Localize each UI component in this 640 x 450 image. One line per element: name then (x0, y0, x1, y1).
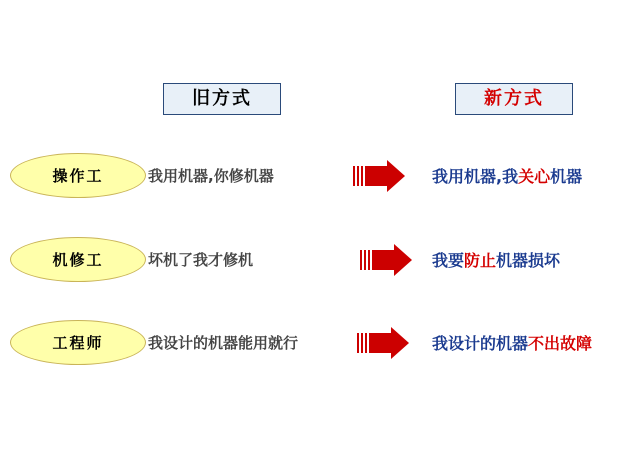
header-new-way: 新方式 (455, 83, 573, 115)
new-way-segment-emphasis: 防止 (464, 251, 497, 270)
header-old-way: 旧方式 (163, 83, 281, 115)
new-way-segment: 机器损坏 (496, 251, 561, 270)
new-way-segment-emphasis: 关心 (518, 167, 551, 186)
new-way-segment: 我用机器,我 (432, 167, 519, 186)
new-way-segment: 我要 (432, 251, 465, 270)
diagram-row (0, 232, 640, 292)
new-way-text (432, 320, 592, 365)
new-way-segment: 我设计的机器 (432, 334, 529, 353)
new-way-text (432, 153, 582, 198)
diagram-row (0, 148, 640, 208)
old-way-text: 我用机器,你修机器 (148, 167, 274, 185)
old-way-text: 我设计的机器能用就行 (148, 334, 299, 352)
role-ellipse: 工程师 (10, 320, 146, 365)
arrow-right-icon (353, 160, 405, 192)
arrow-right-icon (360, 244, 412, 276)
arrow-right-icon (357, 327, 409, 359)
role-ellipse: 机修工 (10, 237, 146, 282)
new-way-segment: 机器 (550, 167, 583, 186)
new-way-text (432, 237, 560, 282)
new-way-segment-emphasis: 不出故障 (528, 334, 593, 353)
role-ellipse: 操作工 (10, 153, 146, 198)
diagram-row (0, 315, 640, 375)
old-way-text: 坏机了我才修机 (148, 251, 254, 269)
